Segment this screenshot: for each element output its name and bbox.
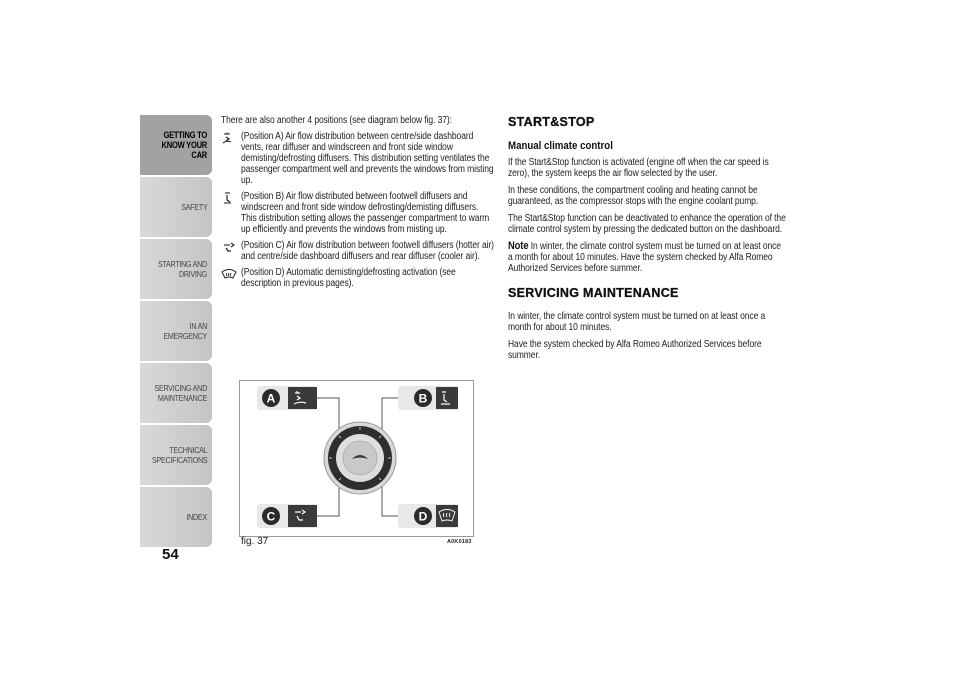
position-a-text: (Position A) Air flow distribution between centre/side dashboard vents, rear diffuser and windscreen and front side window demisting/defrosting diffusers. This distribution setting ventilates the passenger compartment well and prevents the windows from misting up.: [241, 131, 494, 186]
paragraph: If the Start&Stop function is activated (engine off when the car speed is zero), the system keeps the air flow selected by the user.: [508, 157, 769, 179]
position-b-item: [221, 191, 496, 235]
right-column: [508, 115, 788, 367]
tab-label: SERVICING AND MAINTENANCE: [154, 383, 207, 403]
tab-technical-specifications[interactable]: [140, 425, 212, 485]
tab-label: GETTING TO KNOW YOUR CAR: [161, 130, 207, 160]
label-c: C: [266, 509, 276, 524]
label-a: A: [266, 391, 276, 406]
tab-label: TECHNICAL SPECIFICATIONS: [151, 445, 207, 465]
page-number: 54: [162, 546, 179, 563]
note-text: In winter, the climate control system must be turned on at least once a month for about 10 minutes. Have the system checked by Alfa Romeo Authorized Services before summer.: [508, 241, 781, 274]
paragraph: In winter, the climate control system must be turned on at least once a month for about 10 minutes.: [508, 311, 766, 333]
position-b-box: [398, 386, 458, 410]
position-b-text: (Position B) Air flow distributed between footwell diffusers and windscreen and front side window defrosting/demisting diffusers. This distribution setting allows the passenger compartment to warm up efficiently and prevents the windows from misting up.: [241, 191, 490, 235]
note-label: Note: [508, 240, 529, 252]
airflow-footwell-windscreen-icon: [221, 191, 237, 203]
demist-defrost-icon: [221, 267, 237, 279]
tab-servicing-and-maintenance[interactable]: [140, 363, 212, 423]
left-column: [221, 115, 496, 294]
airflow-selector-knob[interactable]: [324, 422, 396, 494]
tab-label: STARTING AND DRIVING: [158, 259, 207, 279]
position-c-text: (Position C) Air flow distribution between footwell diffusers (hotter air) and centre/side dashboard diffusers and rear diffuser (cooler air).: [241, 240, 494, 262]
figure-caption: fig. 37: [241, 536, 269, 547]
tab-label: INDEX: [186, 512, 207, 522]
paragraph: In these conditions, the compartment cooling and heating cannot be guaranteed, as the compressor stops with the engine coolant pump.: [508, 185, 759, 207]
tab-safety[interactable]: [140, 177, 212, 237]
figure-code: A0K0183: [447, 539, 472, 545]
note-paragraph: [508, 241, 786, 274]
position-c-item: [221, 240, 496, 262]
start-stop-heading: START&STOP: [508, 115, 595, 129]
position-d-item: [221, 267, 496, 289]
tab-starting-and-driving[interactable]: [140, 239, 212, 299]
label-d: D: [418, 509, 428, 524]
servicing-heading: SERVICING MAINTENANCE: [508, 286, 679, 300]
label-b: B: [418, 391, 428, 406]
manual-climate-heading: Manual climate control: [508, 140, 613, 152]
tab-getting-to-know-your-car[interactable]: [140, 115, 212, 175]
position-a-item: [221, 131, 496, 186]
position-d-box: [398, 504, 458, 528]
paragraph: Have the system checked by Alfa Romeo Authorized Services before summer.: [508, 339, 762, 361]
tab-in-an-emergency[interactable]: [140, 301, 212, 361]
position-c-box: [257, 504, 317, 528]
paragraph: The Start&Stop function can be deactivated to enhance the operation of the climate control system by pressing the dedicated button on the dashboard.: [508, 213, 786, 235]
climate-knob-figure: [239, 380, 474, 537]
airflow-footwell-dashboard-icon: [221, 240, 237, 252]
positions-intro: There are also another 4 positions (see diagram below fig. 37):: [221, 115, 452, 126]
position-a-box: [257, 386, 317, 410]
position-d-text: (Position D) Automatic demisting/defrosting activation (see description in previous pages).: [241, 267, 456, 289]
airflow-dashboard-windscreen-icon: [221, 131, 237, 143]
tab-label: SAFETY: [180, 202, 207, 212]
tab-label: IN AN EMERGENCY: [163, 321, 207, 341]
chapter-sidebar: [140, 115, 212, 549]
tab-index[interactable]: [140, 487, 212, 547]
